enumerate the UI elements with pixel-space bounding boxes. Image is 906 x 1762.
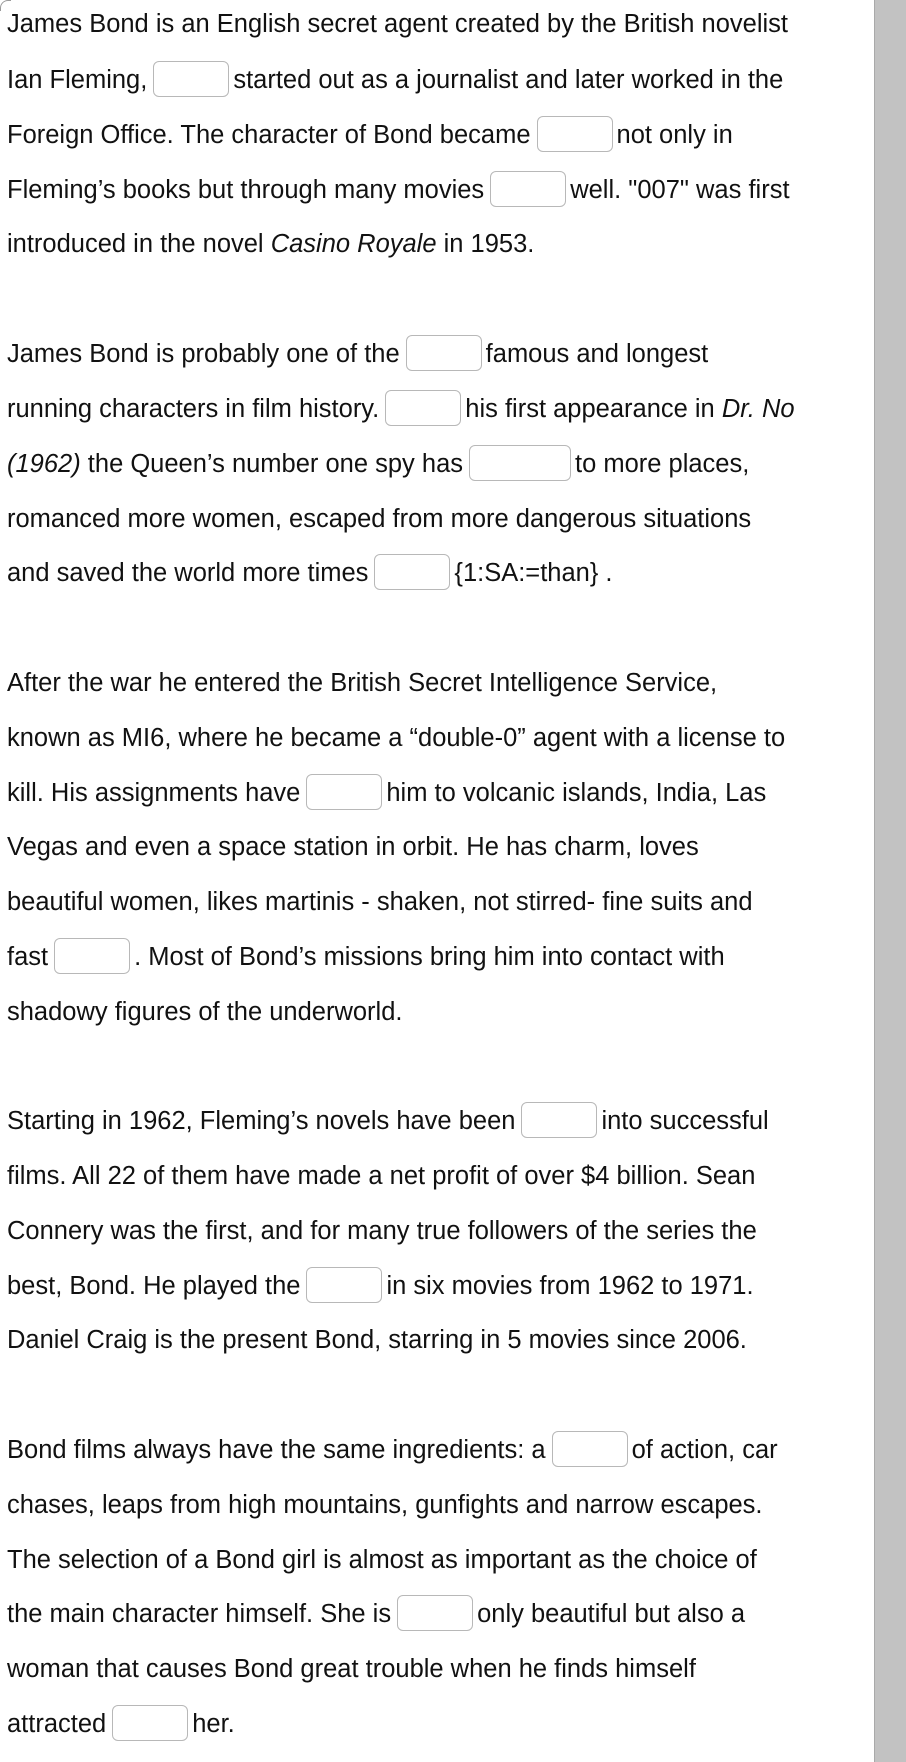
text-line: Bond films always have the same ingredients: a of action, car — [7, 1432, 778, 1468]
text-line: James Bond is an English secret agent created by the British novelist — [7, 10, 788, 38]
film-title: Dr. No — [721, 395, 795, 423]
text-line: running characters in film history. his first appearance in Dr. No — [7, 391, 795, 427]
text-line: Starting in 1962, Fleming’s novels have been into successful — [7, 1103, 769, 1139]
blank-input-5[interactable] — [385, 390, 461, 426]
text-line: Vegas and even a space station in orbit. He has charm, loves — [7, 833, 699, 861]
blank-input-14[interactable] — [112, 1705, 188, 1741]
text-line: woman that causes Bond great trouble when he finds himself — [7, 1655, 696, 1683]
text-line: fast . Most of Bond’s missions bring him into contact with — [7, 939, 725, 975]
blank-input-1[interactable] — [153, 61, 229, 97]
text-line: attracted her. — [7, 1706, 235, 1742]
text-line: known as MI6, where he became a “double-0” agent with a license to — [7, 724, 786, 752]
blank-input-7[interactable] — [374, 554, 450, 590]
blank-input-9[interactable] — [54, 938, 130, 974]
blank-input-11[interactable] — [306, 1267, 382, 1303]
blank-input-2[interactable] — [537, 116, 613, 152]
text-line: films. All 22 of them have made a net profit of over $4 billion. Sean — [7, 1162, 756, 1190]
blank-input-13[interactable] — [397, 1595, 473, 1631]
film-year: (1962) — [7, 450, 81, 478]
text-line: and saved the world more times {1:SA:=than} . — [7, 555, 613, 591]
text-line: Foreign Office. The character of Bond became not only in — [7, 117, 733, 153]
text-line: After the war he entered the British Secret Intelligence Service, — [7, 669, 718, 697]
text-line: best, Bond. He played the in six movies from 1962 to 1971. — [7, 1268, 754, 1304]
text-line: James Bond is probably one of the famous and longest — [7, 336, 708, 372]
text-line: romanced more women, escaped from more dangerous situations — [7, 505, 752, 533]
text-line: (1962) the Queen’s number one spy has to more places, — [7, 446, 749, 482]
blank-input-6[interactable] — [469, 445, 571, 481]
book-title: Casino Royale — [270, 230, 437, 258]
scrollbar-track[interactable] — [874, 0, 906, 1762]
text-line: beautiful women, likes martinis - shaken, not stirred- fine suits and — [7, 888, 753, 916]
text-line: kill. His assignments have him to volcanic islands, India, Las — [7, 775, 766, 811]
blank-input-12[interactable] — [552, 1431, 628, 1467]
text-line: Daniel Craig is the present Bond, starring in 5 movies since 2006. — [7, 1326, 747, 1354]
text-line: Connery was the first, and for many true followers of the series the — [7, 1217, 757, 1245]
text-line: shadowy figures of the underworld. — [7, 998, 403, 1026]
blank-input-10[interactable] — [521, 1102, 597, 1138]
text-line: chases, leaps from high mountains, gunfights and narrow escapes. — [7, 1491, 763, 1519]
text-line: introduced in the novel Casino Royale in 1953. — [7, 230, 535, 258]
blank-input-3[interactable] — [490, 171, 566, 207]
blank-input-8[interactable] — [306, 774, 382, 810]
text-line: Ian Fleming, started out as a journalist and later worked in the — [7, 62, 783, 98]
text-line: The selection of a Bond girl is almost as important as the choice of — [7, 1546, 757, 1574]
text-line: Fleming’s books but through many movies well. "007" was first — [7, 172, 790, 208]
text-line: the main character himself. She is only beautiful but also a — [7, 1596, 745, 1632]
blank-input-4[interactable] — [406, 335, 482, 371]
